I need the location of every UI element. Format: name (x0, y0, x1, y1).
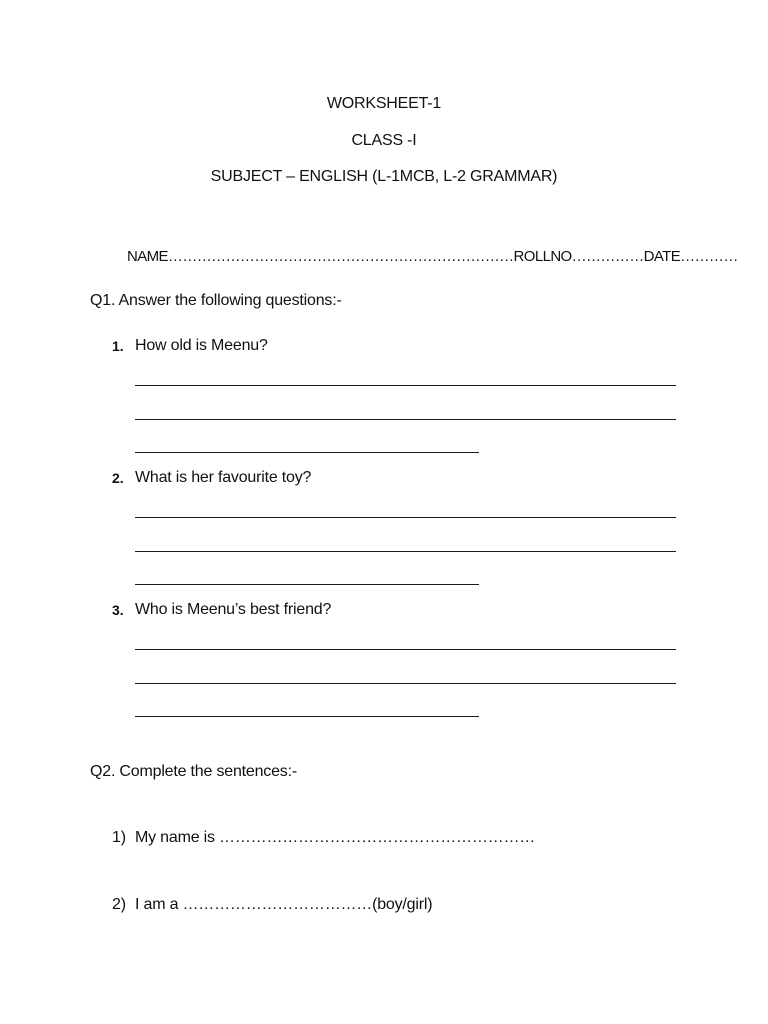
answer-line[interactable] (135, 517, 676, 518)
answer-line[interactable] (135, 452, 479, 453)
worksheet-title: WORKSHEET-1 (326, 95, 442, 112)
sentence-number: 2) (112, 896, 126, 913)
question-text: How old is Meenu? (135, 337, 268, 354)
question-number: 2. (112, 470, 124, 486)
q2-heading: Q2. Complete the sentences:- (90, 763, 297, 780)
answer-line[interactable] (135, 419, 676, 420)
answer-line[interactable] (135, 551, 676, 552)
question-text: Who is Meenu’s best friend? (135, 601, 332, 618)
question-number: 3. (112, 602, 124, 618)
question-number: 1. (112, 338, 124, 354)
student-info-line: NAME………………………………………………………………ROLLNO……………DATE………… (127, 248, 738, 265)
sentence-text[interactable]: I am a ………………………………(boy/girl) (135, 896, 433, 913)
answer-line[interactable] (135, 385, 676, 386)
sentence-text[interactable]: My name is …………………………………………………… (135, 829, 536, 846)
question-text: What is her favourite toy? (135, 469, 312, 486)
answer-line[interactable] (135, 649, 676, 650)
subject-label: SUBJECT – ENGLISH (L-1MCB, L-2 GRAMMAR) (210, 168, 558, 185)
answer-line[interactable] (135, 683, 676, 684)
answer-line[interactable] (135, 716, 479, 717)
sentence-number: 1) (112, 829, 126, 846)
class-label: CLASS -I (351, 132, 417, 149)
answer-line[interactable] (135, 584, 479, 585)
q1-heading: Q1. Answer the following questions:- (90, 292, 342, 309)
